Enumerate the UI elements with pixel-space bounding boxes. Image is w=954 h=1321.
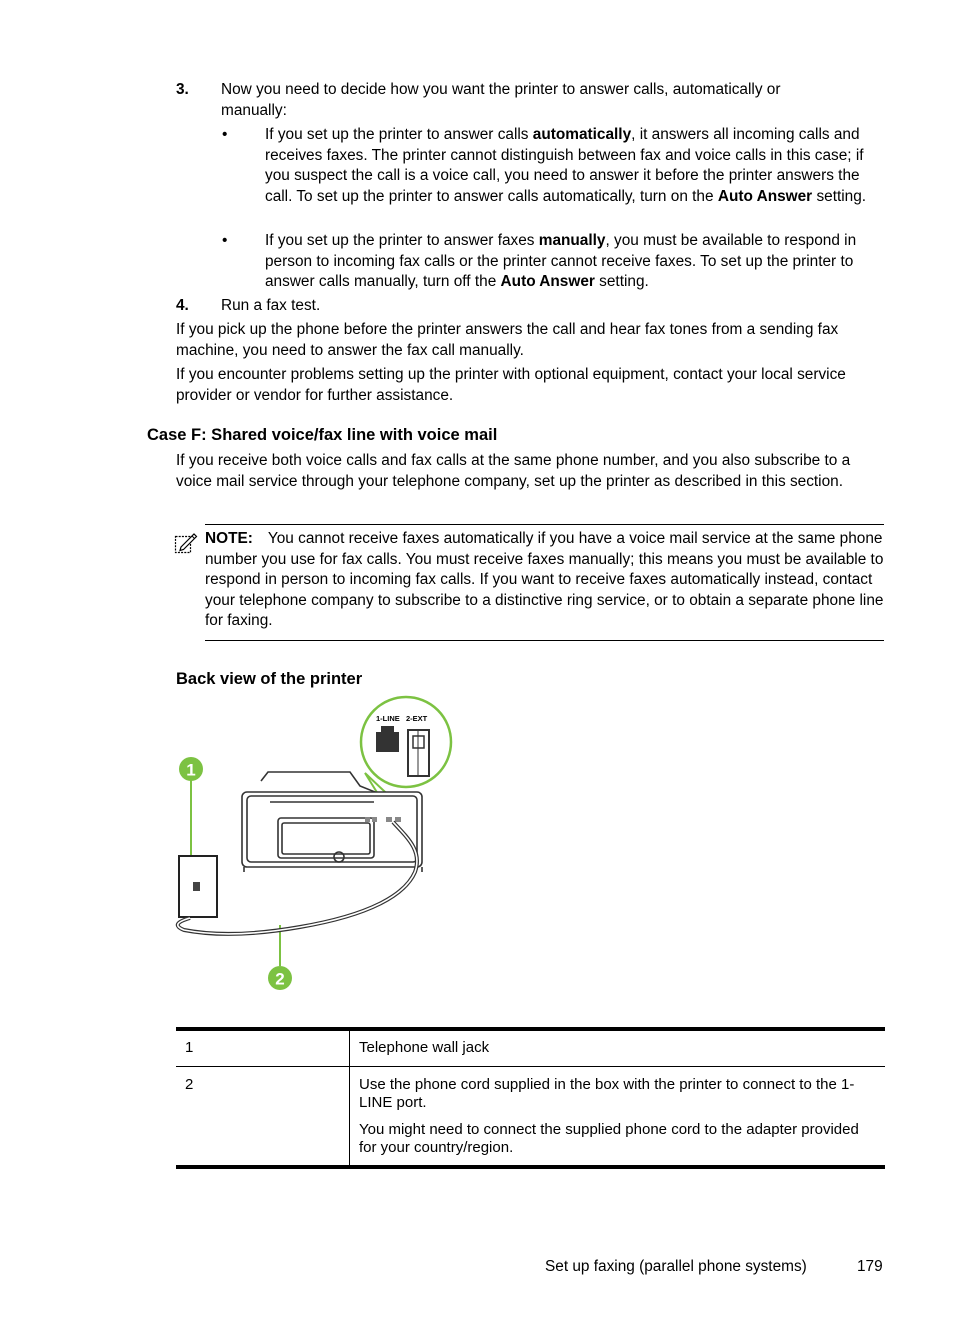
step-4-text: Run a fax test. [221,297,321,314]
section-heading: Case F: Shared voice/fax line with voice mail [147,426,498,444]
table-row [176,1066,885,1167]
legend-description [350,1066,886,1167]
bullet-1-text: If you set up the printer to answer calls automatically, it answers all incoming calls and receives faxes. The printer cannot distinguish between fax and voice calls in this case; if you suspect the call is a voice call, you need to answer it before the printer answers the call. To set up the printer to answer calls automatically, turn on the Auto Answer setting. [265,126,867,205]
callout-2-label: 2 [275,969,285,989]
callout-1-label: 1 [186,760,196,780]
legend-description-line: Use the phone cord supplied in the box with the printer to connect to the 1-LINE port. [359,1075,855,1111]
note-content [205,529,884,632]
printer-connection-diagram [160,690,480,1007]
step-3-number: 3. [176,81,189,98]
step-3-text: Now you need to decide how you want the printer to answer calls, automatically or manually: [221,81,781,119]
paragraph-answer-manually: If you pick up the phone before the printer answers the call and hear fax tones from a sending fax machine, you need to answer the fax call manually. [176,321,839,359]
step-4-number: 4. [176,297,189,314]
legend-description: Telephone wall jack [350,1029,886,1066]
footer-chapter: Set up faxing (parallel phone systems) [545,1258,807,1275]
legend-number: 1 [176,1029,350,1066]
paragraph-further-assistance: If you encounter problems setting up the printer with optional equipment, contact your local service provider or vendor for further assistance. [176,366,846,404]
legend-table [176,1027,885,1169]
legend-description-line: You might need to connect the supplied phone cord to the adapter provided for your country/region. [359,1120,859,1156]
legend-number: 2 [176,1066,350,1167]
bullet-1-dot: • [222,126,228,143]
figure-title: Back view of the printer [176,670,363,688]
port-label-2-ext: 2-EXT [406,714,428,723]
page-number: 179 [857,1258,883,1275]
note-label: NOTE: [205,530,253,547]
section-intro: If you receive both voice calls and fax calls at the same phone number, and you also subscribe to a voice mail service through your telephone company, set up the printer as described in this section. [176,452,851,490]
note-icon [174,532,198,561]
wall-jack-icon [179,856,217,917]
port-label-1-line: 1-LINE [376,714,400,723]
bullet-2-text: If you set up the printer to answer faxes manually, you must be available to respond in person to incoming fax calls or the printer cannot receive faxes. To set up the printer to answer calls manually, turn off the Auto Answer setting. [265,232,857,290]
table-row [176,1029,885,1066]
bullet-2-dot: • [222,232,228,249]
note-text: You cannot receive faxes automatically if you have a voice mail service at the same phone number you use for fax calls. You must receive faxes manually; this means you must be available to respond in person to incoming fax calls. If you want to receive faxes automatically instead, contact your telephone company to subscribe to a distinctive ring service, or to obtain a separate phone line for faxing. [205,530,884,629]
